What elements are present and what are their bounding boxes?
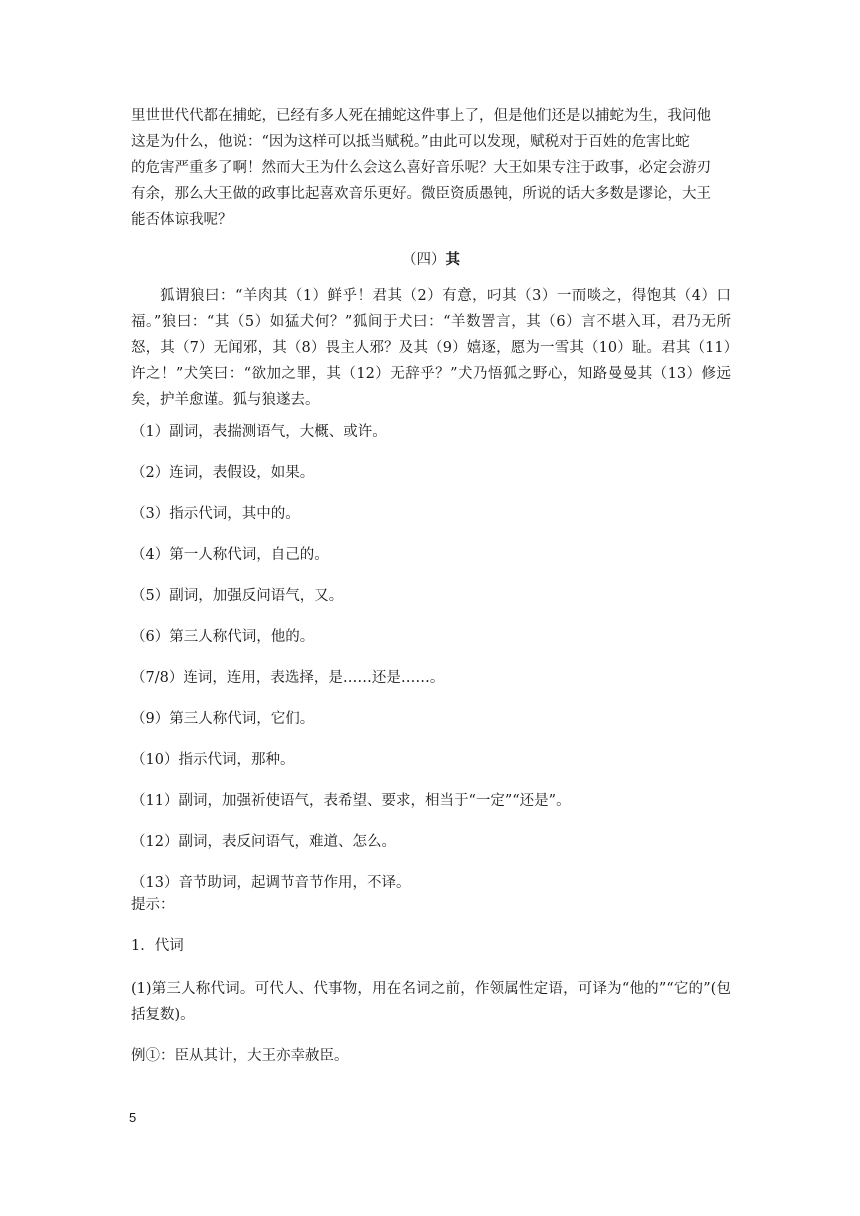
annotation-item: （5）副词，加强反问语气，又。 (131, 588, 344, 604)
annotation-item: （4）第一人称代词，自己的。 (131, 547, 329, 563)
annotation-item: （2）连词，表假设，如果。 (131, 465, 315, 481)
section-heading (131, 249, 731, 271)
example-sentence: 例①：臣从其计，大王亦幸赦臣。 (131, 1048, 349, 1064)
intro-line: 里世世代代都在捕蛇，已经有多人死在捕蛇这件事上了，但是他们还是以捕蛇为生，我问他 (131, 108, 711, 124)
annotation-item: （12）副词，表反问语气，难道、怎么。 (131, 834, 396, 850)
intro-line: 这是为什么，他说：“因为这样可以抵当赋税。”由此可以发现，赋税对于百姓的危害比蛇 (131, 134, 690, 150)
section-number: （四） (402, 252, 446, 268)
sub-heading: 1．代词 (131, 938, 184, 954)
annotation-item: （13）音节助词，起调节音节作用，不译。 (131, 875, 411, 891)
section-keyword: 其 (445, 251, 460, 268)
annotation-item: （1）副词，表揣测语气，大概、或许。 (131, 424, 387, 440)
annotation-item: （10）指示代词，那种。 (131, 752, 295, 768)
page-content (131, 103, 731, 1067)
classical-passage: 狐谓狼曰：“羊肉其（1）鲜乎！君其（2）有意，叼其（3）一而啖之，得饱其（4）口福。”狼曰：“其（5）如猛犬何？”狐间于犬曰：“羊数詈言，其（6）言不堪入耳，君乃无所怒，其（7）无闻邪，其（8）畏主人邪？及其（9）嬉逐，愿为一雪其（10）耻。君其（11）许之！”犬笑曰：“欲加之罪，其（12）无辞乎？”犬乃悟狐之野心，知路曼曼其（13）修远矣，护羊愈谨。狐与狼遂去。 (131, 288, 731, 408)
page-number: 5 (129, 1110, 137, 1125)
intro-line: 有余，那么大王做的政事比起喜欢音乐更好。微臣资质愚钝，所说的话大多数是谬论，大王 (131, 186, 711, 202)
annotation-item: （3）指示代词，其中的。 (131, 506, 300, 522)
annotation-item: （11）副词，加强祈使语气，表希望、要求，相当于“一定”“还是”。 (131, 793, 571, 809)
intro-paragraph (131, 103, 731, 233)
intro-line: 的危害严重多了啊！然而大王为什么会这么喜好音乐呢？大王如果专注于政事，必定会游刃 (131, 160, 711, 176)
annotation-list (131, 421, 731, 894)
annotation-item: （9）第三人称代词，它们。 (131, 711, 315, 727)
hint-label: 提示： (131, 897, 175, 913)
explanation-paragraph: (1)第三人称代词。可代人、代事物，用在名词之前，作领属性定语，可译为“他的”“它的”(包括复数)。 (131, 981, 731, 1023)
intro-line: 能否体谅我呢？ (131, 212, 233, 228)
annotation-item: （6）第三人称代词，他的。 (131, 629, 315, 645)
annotation-item: （7/8）连词，连用，表选择，是……还是……。 (131, 670, 445, 686)
